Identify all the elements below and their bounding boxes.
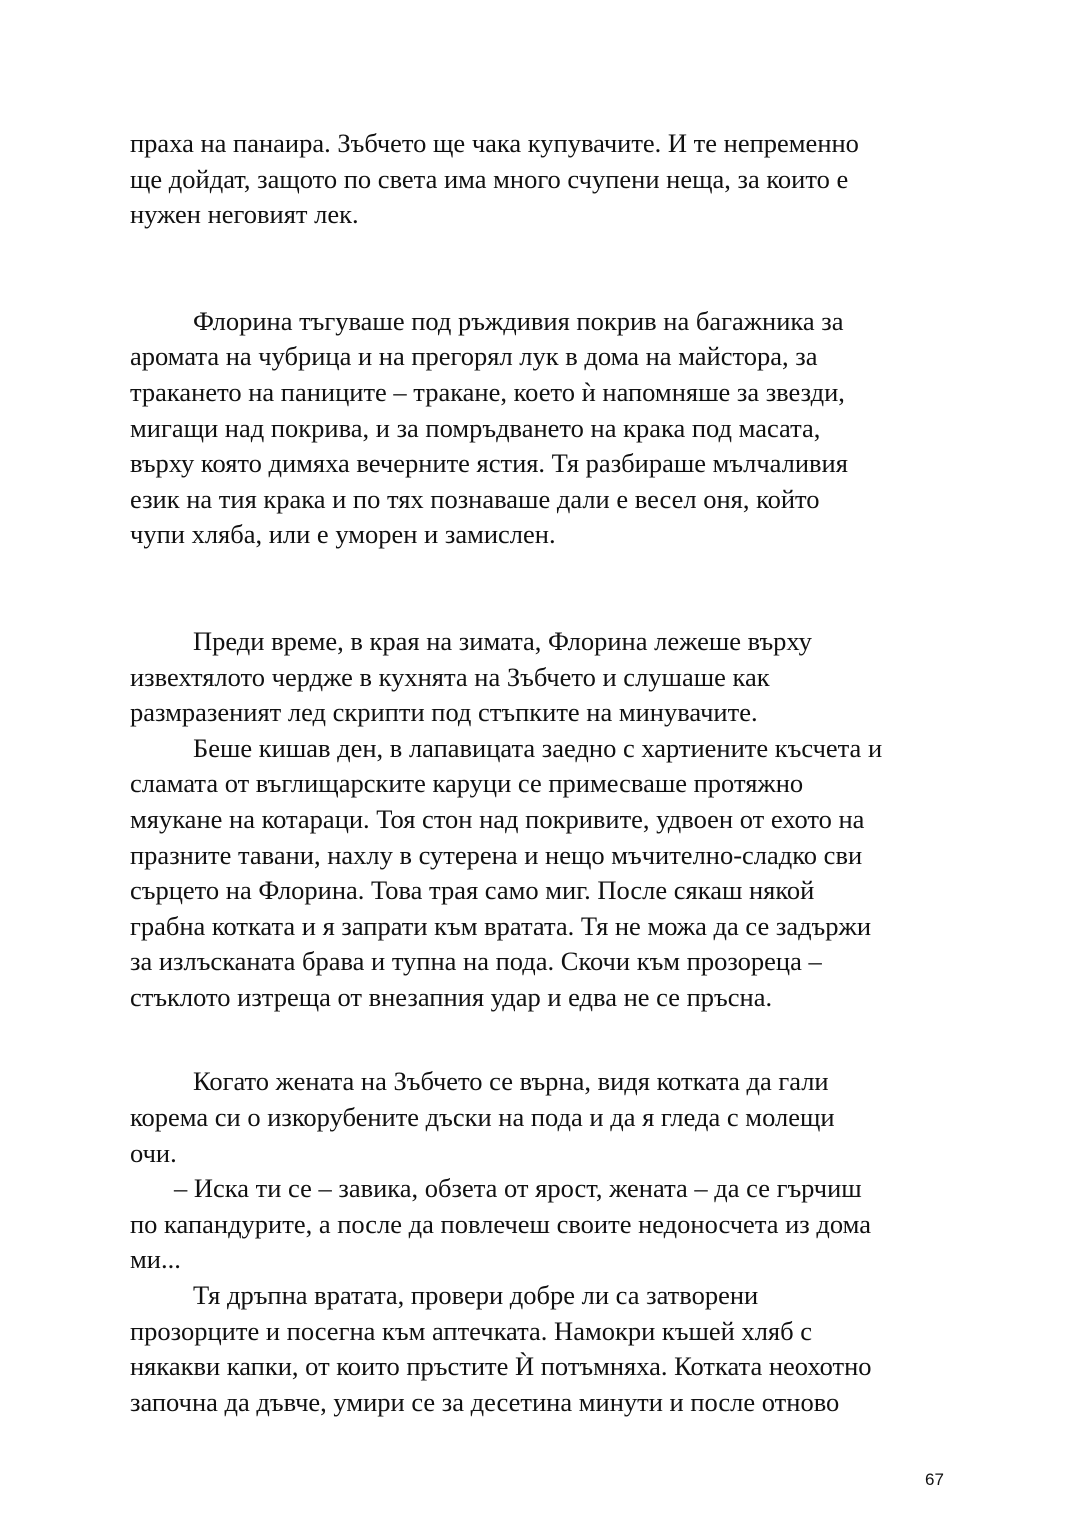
text-line: чупи хляба, или е уморен и замислен. — [130, 519, 556, 550]
paragraph — [130, 126, 960, 233]
paragraph — [130, 624, 960, 731]
text-line: – Иска ти се – завика, обзета от ярост, жената – да се гърчиш — [174, 1173, 862, 1204]
text-line: ще дойдат, защото по света има много счупени неща, за които е — [130, 163, 849, 194]
page-number: 67 — [925, 1470, 944, 1489]
text-line: Беше кишав ден, в лапавицата заедно с хартиените късчета и — [193, 732, 883, 763]
text-line: Флорина тъгуваше под ръждивия покрив на багажника за — [193, 305, 844, 336]
text-line: извехтялото чердже в кухнята на Зъбчето и слушаше как — [130, 661, 770, 692]
text-line: някакви капки, от които пръстите Ѝ потъмняха. Котката неохотно — [130, 1351, 872, 1382]
paragraph — [130, 1278, 960, 1420]
text-line: праха на панаира. Зъбчето ще чака купувачите. И те непременно — [130, 128, 859, 158]
text-line: по капандурите, а после да повлечеш своите недоносчета из дома — [130, 1208, 871, 1239]
text-line: Когато жената на Зъбчето се върна, видя котката да гали — [193, 1066, 829, 1097]
text-line: размразеният лед скрипти под стъпките на минувачите. — [130, 697, 758, 728]
text-line: Преди време, в края на зимата, Флорина лежеше върху — [193, 625, 812, 656]
text-line: тракането на паниците – тракане, което ѝ напомняше за звезди, — [130, 376, 845, 407]
paragraph — [130, 304, 960, 553]
paragraph — [130, 1064, 960, 1171]
text-line: език на тия крака и по тях познаваше дали е весел оня, който — [130, 483, 820, 514]
text-line: започна да дъвче, умири се за десетина минути и после отново — [130, 1386, 840, 1417]
text-line: сламата от въглищарските каруци се примесваше протяжно — [130, 768, 804, 799]
text-line: мигащи над покрива, и за помръдването на крака под масата, — [130, 412, 821, 443]
text-line: грабна котката и я запрати към вратата. Тя не можа да се задържи — [130, 910, 872, 941]
text-line: корема си о изкорубените дъски на пода и да я гледа с молещи — [130, 1102, 835, 1133]
paragraph — [130, 1171, 960, 1278]
text-line: Тя дръпна вратата, провери добре ли са затворени — [193, 1280, 759, 1311]
text-line: за излъсканата брава и тупна на пода. Скочи към прозореца – — [130, 946, 822, 977]
body-text — [130, 126, 960, 1420]
text-line: сърцето на Флорина. Това трая само миг. После сякаш някой — [130, 875, 815, 906]
text-line: върху която димяха вечерните ястия. Тя разбираше мълчаливия — [130, 448, 848, 479]
text-line: ми... — [130, 1244, 181, 1275]
text-line: мяукане на котараци. Тоя стон над покривите, удвоен от ехото на — [130, 803, 865, 834]
text-line: аромата на чубрица и на прегорял лук в дома на майстора, за — [130, 341, 818, 372]
text-line: стъклото изтреща от внезапния удар и едва не се пръсна. — [130, 981, 773, 1012]
paragraph — [130, 731, 960, 1016]
text-line: очи. — [130, 1137, 177, 1168]
text-line: нужен неговият лек. — [130, 199, 359, 230]
text-line: прозорците и посегна към аптечката. Намокри къшей хляб с — [130, 1315, 812, 1346]
text-line: празните тавани, нахлу в сутерена и нещо мъчително-сладко сви — [130, 839, 863, 870]
